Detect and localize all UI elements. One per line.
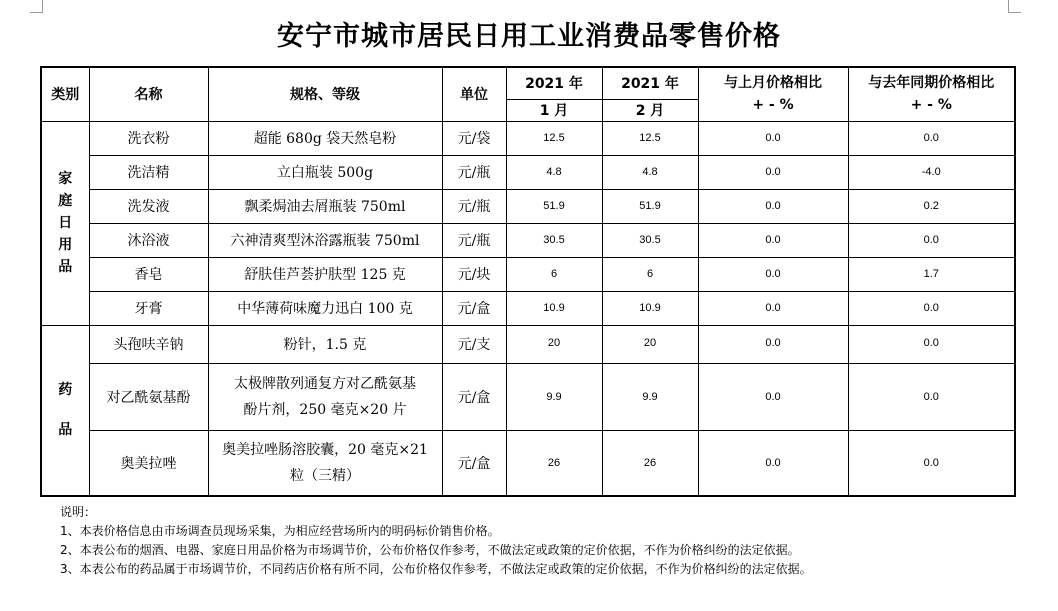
change-mom: 0.0 xyxy=(698,325,848,363)
item-spec xyxy=(208,363,442,430)
change-yoy: -4.0 xyxy=(848,155,1015,189)
table-row xyxy=(41,291,1015,325)
item-spec-line1: 太极牌散列通复方对乙酰氨基 xyxy=(234,375,416,392)
change-mom: 0.0 xyxy=(698,155,848,189)
item-spec-line2: 粒（三精） xyxy=(290,467,360,484)
item-name: 奥美拉唑 xyxy=(89,430,208,496)
header-name: 名称 xyxy=(89,67,208,121)
category-medicine-label xyxy=(42,370,89,450)
notes xyxy=(60,503,812,579)
item-name: 头孢呋辛钠 xyxy=(89,325,208,363)
price-feb: 4.8 xyxy=(602,155,698,189)
item-unit: 元/袋 xyxy=(442,121,506,155)
change-mom: 0.0 xyxy=(698,257,848,291)
table-row xyxy=(41,325,1015,363)
item-spec: 中华薄荷味魔力迅白 100 克 xyxy=(208,291,442,325)
header-month-on-month xyxy=(698,67,848,121)
item-spec: 飘柔焗油去屑瓶装 750ml xyxy=(208,189,442,223)
change-yoy: 0.0 xyxy=(848,223,1015,257)
change-yoy: 0.0 xyxy=(848,430,1015,496)
category-household xyxy=(41,121,89,325)
item-unit: 元/瓶 xyxy=(442,223,506,257)
table-row xyxy=(41,189,1015,223)
item-unit: 元/瓶 xyxy=(442,189,506,223)
category-household-label xyxy=(42,168,89,278)
note-item: 1、本表价格信息由市场调查员现场采集，为相应经营场所内的明码标价销售价格。 xyxy=(60,524,500,538)
price-feb: 10.9 xyxy=(602,291,698,325)
table-row xyxy=(41,257,1015,291)
category-char: 日 xyxy=(58,215,73,231)
header-feb-year: 2021 年 xyxy=(602,67,698,99)
change-yoy: 0.0 xyxy=(848,363,1015,430)
price-jan: 10.9 xyxy=(506,291,602,325)
change-yoy: 1.7 xyxy=(848,257,1015,291)
change-mom: 0.0 xyxy=(698,291,848,325)
item-spec: 六神清爽型沐浴露瓶装 750ml xyxy=(208,223,442,257)
item-unit: 元/块 xyxy=(442,257,506,291)
price-table xyxy=(40,66,1016,497)
change-mom: 0.0 xyxy=(698,121,848,155)
item-unit: 元/支 xyxy=(442,325,506,363)
item-name: 香皂 xyxy=(89,257,208,291)
item-spec-line2: 酚片剂，250 毫克×20 片 xyxy=(243,401,407,418)
item-name: 洗洁精 xyxy=(89,155,208,189)
price-feb: 9.9 xyxy=(602,363,698,430)
item-unit: 元/盒 xyxy=(442,363,506,430)
note-item: 2、本表公布的烟酒、电器、家庭日用品价格为市场调节价，公布价格仅作参考，不做法定或政策的定价依据，不作为价格纠纷的法定依据。 xyxy=(60,543,800,557)
item-spec: 粉针，1.5 克 xyxy=(208,325,442,363)
price-jan: 4.8 xyxy=(506,155,602,189)
header-unit: 单位 xyxy=(442,67,506,121)
price-jan: 51.9 xyxy=(506,189,602,223)
header-mom-line1: 与上月价格相比 xyxy=(724,75,822,92)
item-spec: 舒肤佳芦荟护肤型 125 克 xyxy=(208,257,442,291)
header-jan-month: 1 月 xyxy=(506,99,602,121)
price-feb: 26 xyxy=(602,430,698,496)
header-yoy-line1: 与去年同期价格相比 xyxy=(868,75,995,92)
table-row xyxy=(41,121,1015,155)
item-spec-line1: 奥美拉唑肠溶胶囊，20 毫克×21 xyxy=(222,441,428,458)
category-char: 品 xyxy=(58,422,73,439)
change-yoy: 0.0 xyxy=(848,121,1015,155)
item-name: 对乙酰氨基酚 xyxy=(89,363,208,430)
change-mom: 0.0 xyxy=(698,189,848,223)
price-jan: 26 xyxy=(506,430,602,496)
price-jan: 12.5 xyxy=(506,121,602,155)
item-name: 牙膏 xyxy=(89,291,208,325)
page-title: 安宁市城市居民日用工业消费品零售价格 xyxy=(277,21,781,52)
change-mom: 0.0 xyxy=(698,430,848,496)
note-item: 3、本表公布的药品属于市场调节价，不同药店价格有所不同，公布价格仅作参考，不做法定或政策的定价依据，不作为价格纠纷的法定依据。 xyxy=(60,562,812,576)
item-spec: 立白瓶装 500g xyxy=(208,155,442,189)
header-jan-year: 2021 年 xyxy=(506,67,602,99)
change-yoy: 0.0 xyxy=(848,325,1015,363)
header-mom-line2: + - % xyxy=(752,97,794,114)
price-feb: 20 xyxy=(602,325,698,363)
item-name: 沐浴液 xyxy=(89,223,208,257)
table-row xyxy=(41,430,1015,496)
item-name: 洗发液 xyxy=(89,189,208,223)
category-char: 用 xyxy=(58,237,73,253)
crop-mark-top-right xyxy=(1008,0,1021,13)
category-medicine xyxy=(41,325,89,496)
price-jan: 20 xyxy=(506,325,602,363)
item-unit: 元/盒 xyxy=(442,291,506,325)
change-mom: 0.0 xyxy=(698,363,848,430)
change-yoy: 0.2 xyxy=(848,189,1015,223)
price-jan: 6 xyxy=(506,257,602,291)
category-char: 家 xyxy=(58,171,73,187)
price-feb: 30.5 xyxy=(602,223,698,257)
table-row xyxy=(41,155,1015,189)
table-row xyxy=(41,363,1015,430)
item-spec xyxy=(208,430,442,496)
item-name: 洗衣粉 xyxy=(89,121,208,155)
category-char: 庭 xyxy=(58,193,73,209)
change-mom: 0.0 xyxy=(698,223,848,257)
header-row xyxy=(41,67,1015,99)
header-yoy-line2: + - % xyxy=(910,97,952,114)
table-row xyxy=(41,223,1015,257)
header-spec: 规格、等级 xyxy=(208,67,442,121)
category-char: 品 xyxy=(58,259,73,275)
header-category: 类别 xyxy=(41,67,89,121)
item-unit: 元/盒 xyxy=(442,430,506,496)
notes-heading: 说明： xyxy=(60,505,97,519)
category-char: 药 xyxy=(58,382,73,399)
price-jan: 9.9 xyxy=(506,363,602,430)
item-spec: 超能 680g 袋天然皂粉 xyxy=(208,121,442,155)
price-feb: 12.5 xyxy=(602,121,698,155)
header-feb-month: 2 月 xyxy=(602,99,698,121)
item-unit: 元/瓶 xyxy=(442,155,506,189)
header-year-on-year xyxy=(848,67,1015,121)
change-yoy: 0.0 xyxy=(848,291,1015,325)
price-feb: 51.9 xyxy=(602,189,698,223)
crop-mark-top-left xyxy=(30,0,43,13)
price-jan: 30.5 xyxy=(506,223,602,257)
price-feb: 6 xyxy=(602,257,698,291)
